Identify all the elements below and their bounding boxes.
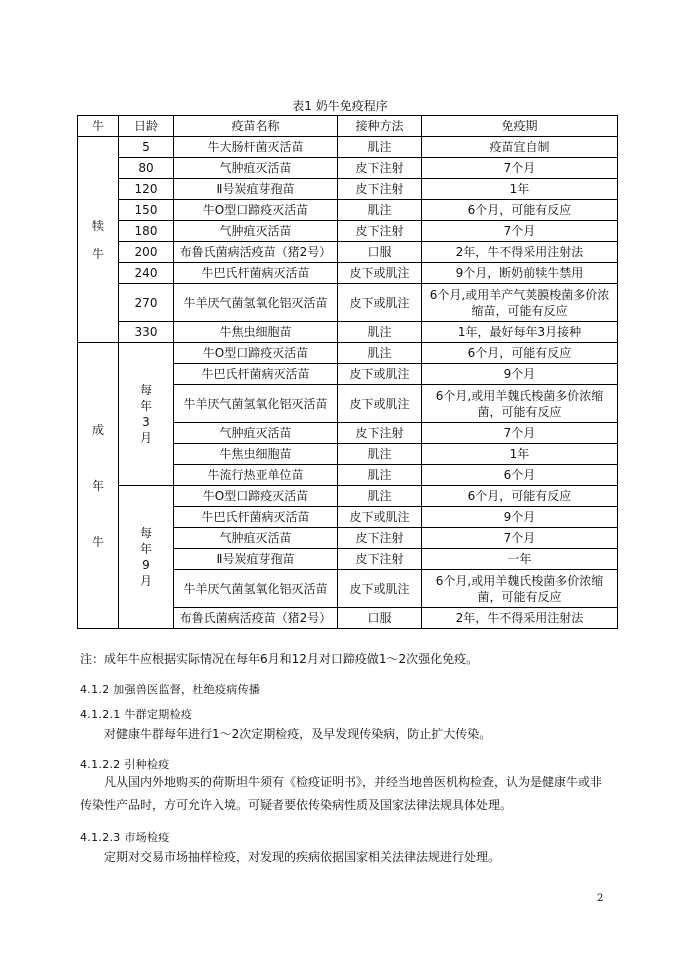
cell-period: 2年，牛不得采用注射法	[422, 608, 618, 629]
table-note: 注：成年牛应根据实际情况在每年6月和12月对口蹄疫做1～2次强化免疫。	[80, 652, 479, 666]
cell-method: 肌注	[338, 465, 422, 486]
table-header-row	[78, 116, 618, 137]
group-adult-label	[78, 343, 119, 629]
cell-method: 肌注	[338, 444, 422, 465]
cell-age: 180	[119, 221, 174, 242]
cell-vaccine: 牛O型口蹄疫灭活苗	[174, 486, 338, 507]
cell-vaccine: 牛羊厌气菌氢氧化铝灭活苗	[174, 570, 338, 608]
table-row	[78, 284, 618, 322]
march-label-char: 月	[139, 431, 152, 445]
cell-period: 6个月,或用羊产气荚膜梭菌多价浓缩苗，可能有反应	[422, 284, 618, 322]
cell-vaccine: 气肿疽灭活苗	[174, 158, 338, 179]
cell-period: 6个月	[422, 465, 618, 486]
cell-age: 270	[119, 284, 174, 322]
cell-period: 7个月	[422, 221, 618, 242]
cell-method: 肌注	[338, 137, 422, 158]
cell-age: 240	[119, 263, 174, 284]
header-period: 免疫期	[422, 116, 618, 137]
march-label	[119, 343, 174, 486]
group-adult-label-char: 牛	[91, 534, 104, 549]
page-number: 2	[597, 893, 604, 904]
cell-vaccine: 牛O型口蹄疫灭活苗	[174, 200, 338, 221]
cell-period: 6个月，可能有反应	[422, 486, 618, 507]
cell-period: 6个月，可能有反应	[422, 343, 618, 364]
september-label-char: 9	[142, 558, 150, 572]
table-row	[78, 200, 618, 221]
cell-method: 口服	[338, 608, 422, 629]
cell-vaccine: 牛巴氏杆菌病灭活苗	[174, 507, 338, 528]
paragraph: 定期对交易市场抽样检疫，对发现的疾病依据国家相关法律法规进行处理。	[104, 850, 501, 864]
cell-period: 9个月，断奶前犊牛禁用	[422, 263, 618, 284]
cell-method: 皮下注射	[338, 423, 422, 444]
table-row	[78, 158, 618, 179]
cell-method: 皮下或肌注	[338, 263, 422, 284]
section-heading: 4.1.2.3 市场检疫	[80, 831, 170, 844]
cell-method: 肌注	[338, 486, 422, 507]
cell-period: 1年	[422, 179, 618, 200]
cell-method: 皮下注射	[338, 221, 422, 242]
september-label	[119, 486, 174, 629]
cell-vaccine: 牛焦虫细胞苗	[174, 322, 338, 343]
cell-method: 皮下或肌注	[338, 570, 422, 608]
cell-vaccine: Ⅱ号炭疽芽孢苗	[174, 549, 338, 570]
cell-period: 7个月	[422, 423, 618, 444]
table-row	[78, 486, 618, 507]
table-row	[78, 263, 618, 284]
cell-age: 80	[119, 158, 174, 179]
cell-period: 9个月	[422, 364, 618, 385]
cell-period: 1年	[422, 444, 618, 465]
immunization-table	[77, 115, 618, 629]
cell-method: 皮下注射	[338, 549, 422, 570]
cell-vaccine: 气肿疽灭活苗	[174, 221, 338, 242]
cell-vaccine: Ⅱ号炭疽芽孢苗	[174, 179, 338, 200]
cell-vaccine: 布鲁氏菌病活疫苗（猪2号）	[174, 242, 338, 263]
table-row	[78, 221, 618, 242]
group-calf-label	[78, 137, 119, 343]
cell-age: 330	[119, 322, 174, 343]
table-row	[78, 137, 618, 158]
table-row	[78, 343, 618, 364]
cell-vaccine: 牛流行热亚单位苗	[174, 465, 338, 486]
group-adult-label-char: 成	[91, 422, 104, 437]
cell-method: 口服	[338, 242, 422, 263]
cell-period: 一年	[422, 549, 618, 570]
cell-vaccine: 牛大肠杆菌灭活苗	[174, 137, 338, 158]
header-vaccine: 疫苗名称	[174, 116, 338, 137]
cell-period: 6个月，可能有反应	[422, 200, 618, 221]
cell-period: 6个月,或用羊魏氏梭菌多价浓缩菌，可能有反应	[422, 385, 618, 423]
cell-period: 2年，牛不得采用注射法	[422, 242, 618, 263]
cell-period: 疫苗宜自制	[422, 137, 618, 158]
section-heading: 4.1.2 加强兽医监督，杜绝疫病传播	[80, 683, 261, 696]
cell-vaccine: 牛羊厌气菌氢氧化铝灭活苗	[174, 284, 338, 322]
cell-method: 皮下或肌注	[338, 284, 422, 322]
table-row	[78, 179, 618, 200]
header-age: 日龄	[119, 116, 174, 137]
cell-vaccine: 牛O型口蹄疫灭活苗	[174, 343, 338, 364]
cell-method: 皮下注射	[338, 528, 422, 549]
september-label-char: 月	[139, 574, 152, 588]
cell-period: 6个月,或用羊魏氏梭菌多价浓缩菌，可能有反应	[422, 570, 618, 608]
cell-method: 肌注	[338, 343, 422, 364]
september-label-char: 年	[139, 542, 152, 556]
cell-period: 1年，最好每年3月接种	[422, 322, 618, 343]
cell-age: 200	[119, 242, 174, 263]
table-caption: 表1 奶牛免疫程序	[292, 99, 388, 113]
table-row	[78, 322, 618, 343]
cell-method: 皮下或肌注	[338, 364, 422, 385]
header-method: 接种方法	[338, 116, 422, 137]
section-heading: 4.1.2.1 牛群定期检疫	[80, 708, 193, 721]
paragraph: 凡从国内外地购买的荷斯坦牛须有《检疫证明书》，并经当地兽医机构检查，认为是健康牛或非传染性产品时，方可允许入境。可疑者要依传染病性质及国家法律法规具体处理。	[80, 775, 603, 812]
cell-vaccine: 气肿疽灭活苗	[174, 423, 338, 444]
section-heading: 4.1.2.2 引种检疫	[80, 758, 170, 771]
cell-vaccine: 气肿疽灭活苗	[174, 528, 338, 549]
cell-vaccine: 牛巴氏杆菌病灭活苗	[174, 263, 338, 284]
cell-method: 肌注	[338, 322, 422, 343]
group-adult-label-char: 年	[91, 478, 104, 493]
cell-vaccine: 牛焦虫细胞苗	[174, 444, 338, 465]
group-calf-label-char: 犊	[91, 218, 104, 233]
table-row	[78, 242, 618, 263]
cell-method: 皮下注射	[338, 179, 422, 200]
cell-vaccine: 布鲁氏菌病活疫苗（猪2号）	[174, 608, 338, 629]
cell-age: 120	[119, 179, 174, 200]
cell-period: 7个月	[422, 528, 618, 549]
march-label-char: 3	[142, 415, 150, 429]
header-cattle: 牛	[78, 116, 119, 137]
march-label-char: 每	[139, 383, 152, 397]
cell-period: 9个月	[422, 507, 618, 528]
cell-method: 皮下注射	[338, 158, 422, 179]
paragraph: 对健康牛群每年进行1～2次定期检疫，及早发现传染病，防止扩大传染。	[104, 727, 492, 741]
cell-method: 皮下或肌注	[338, 385, 422, 423]
cell-method: 皮下或肌注	[338, 507, 422, 528]
september-label-char: 每	[139, 526, 152, 540]
cell-vaccine: 牛羊厌气菌氢氧化铝灭活苗	[174, 385, 338, 423]
cell-period: 7个月	[422, 158, 618, 179]
cell-method: 肌注	[338, 200, 422, 221]
march-label-char: 年	[139, 399, 152, 413]
group-calf-label-char: 牛	[91, 246, 104, 261]
cell-vaccine: 牛巴氏杆菌病灭活苗	[174, 364, 338, 385]
cell-age: 150	[119, 200, 174, 221]
cell-age: 5	[119, 137, 174, 158]
